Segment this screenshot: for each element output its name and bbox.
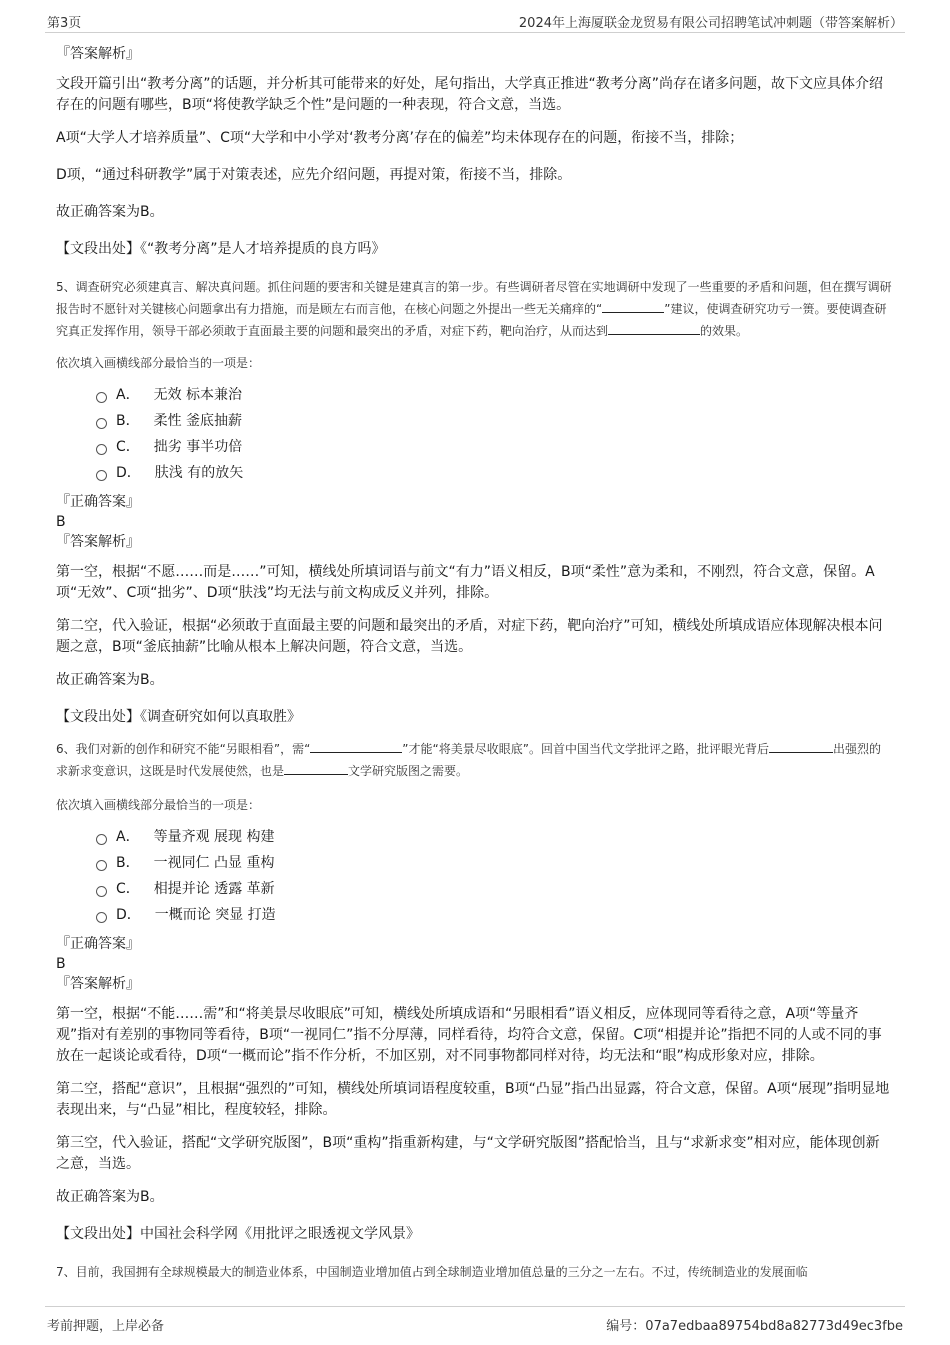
fill-blank bbox=[602, 300, 664, 313]
option-a[interactable]: A． 等量齐观 展现 构建 bbox=[96, 824, 892, 850]
question-5-stem: 5、调查研究必须建真言、解决真问题。抓住问题的要害和关键是建真言的第一步。有些调研者尽管在实地调研中发现了一些重要的矛盾和问题，但在撰写调研报告时不愿针对关键核心问题拿出有力措施，而是顾左右而言他，在核心问题之外提出一些无关痛痒的“ ”建议，使调查研究功亏一篑。要使调查研究真正发挥作用，领导干部必须敢于直面最主要的问题和最突出的矛盾，对症下药，靶向治疗，从而达到 的效果。 bbox=[56, 280, 892, 338]
analysis-paragraph: 第一空，根据“不愿……而是……”可知，横线处所填词语与前文“有力”语义相反，B项“柔性”意为柔和，不刚烈，符合文意，保留。A项“无效”、C项“拙劣”、D项“肤浅”均无法与前文构成反义并列，排除。 bbox=[56, 564, 875, 601]
radio-button[interactable] bbox=[96, 834, 107, 845]
fill-blank bbox=[284, 762, 348, 775]
question-6-stem: 6、我们对新的创作和研究不能“另眼相看”，需“ ”才能“将美景尽收眼底”。回首中国当代文学批评之路，批评眼光背后 出强烈的求新求变意识，这既是时代发展使然，也是 文学研究版图之需要。 bbox=[56, 742, 881, 778]
analysis-paragraph: 第一空，根据“不能……需”和“将美景尽收眼底”可知，横线处所填成语和“另眼相看”语义相反，应体现同等看待之意，A项“等量齐观”指对有差别的事物同等看待，B项“一视同仁”指不分厚薄，同样看待，均符合文意，保留。C项“相提并论”指把不同的人或不同的事放在一起谈论或看待，D项“一概而论”指不作分析，不加区别，对不同事物都同样对待，均无法和“眼”构成形象对应，排除。 bbox=[56, 1006, 882, 1064]
option-b[interactable]: B． 一视同仁 凸显 重构 bbox=[96, 850, 892, 876]
fill-blank bbox=[310, 740, 402, 753]
document-title: 2024年上海厦联金龙贸易有限公司招聘笔试冲刺题（带答案解析） bbox=[518, 16, 903, 31]
correct-answer: B bbox=[56, 514, 66, 530]
option-c[interactable]: C． 拙劣 事半功倍 bbox=[96, 434, 892, 460]
fill-blank bbox=[769, 740, 833, 753]
correct-answer: B bbox=[56, 956, 66, 972]
question-7-stem: 7、目前，我国拥有全球规模最大的制造业体系，中国制造业增加值占到全球制造业增加值总量的三分之一左右。不过，传统制造业的发展面临 bbox=[56, 1265, 808, 1279]
analysis-label: 『答案解析』 bbox=[56, 976, 140, 992]
document-code: 编号：07a7edbaa89754bd8a82773d49ec3fbe bbox=[606, 1319, 903, 1334]
source-citation: 【文段出处】《调查研究如何以真取胜》 bbox=[56, 709, 301, 725]
question-prompt: 依次填入画横线部分最恰当的一项是： bbox=[56, 356, 261, 370]
source-citation: 【文段出处】《“教考分离”是人才培养提质的良方吗》 bbox=[56, 241, 386, 257]
radio-button[interactable] bbox=[96, 860, 107, 871]
radio-button[interactable] bbox=[96, 418, 107, 429]
analysis-label: 『答案解析』 bbox=[56, 46, 140, 62]
analysis-paragraph: 文段开篇引出“教考分离”的话题，并分析其可能带来的好处，尾句指出，大学真正推进“教考分离”尚存在诸多问题，故下文应具体介绍存在的问题有哪些，B项“将使教学缺乏个性”是问题的一种表现，符合文意，当选。 bbox=[56, 76, 884, 113]
analysis-paragraph: D项，“通过科研教学”属于对策表述，应先介绍问题，再提对策，衔接不当，排除。 bbox=[56, 167, 572, 183]
analysis-paragraph: 第三空，代入验证，搭配“文学研究版图”，B项“重构”指重新构建，与“文学研究版图”搭配恰当，且与“求新求变”相对应，能体现创新之意，当选。 bbox=[56, 1135, 880, 1172]
correct-answer-label: 『正确答案』 bbox=[56, 936, 140, 952]
option-c[interactable]: C． 相提并论 透露 革新 bbox=[96, 876, 892, 902]
source-citation: 【文段出处】中国社会科学网《用批评之眼透视文学风景》 bbox=[56, 1226, 420, 1242]
option-b[interactable]: B． 柔性 釜底抽薪 bbox=[96, 408, 892, 434]
analysis-paragraph: A项“大学人才培养质量”、C项“大学和中小学对‘教考分离’存在的偏差”均未体现存在的问题，衔接不当，排除； bbox=[56, 130, 744, 146]
option-d[interactable]: D． 肤浅 有的放矢 bbox=[96, 460, 892, 486]
footer-slogan: 考前押题，上岸必备 bbox=[47, 1319, 165, 1334]
analysis-label: 『答案解析』 bbox=[56, 534, 140, 550]
page-footer bbox=[45, 1306, 905, 1334]
correct-answer-label: 『正确答案』 bbox=[56, 494, 140, 510]
conclusion: 故正确答案为B。 bbox=[56, 672, 164, 688]
fill-blank bbox=[608, 322, 700, 335]
radio-button[interactable] bbox=[96, 470, 107, 481]
page-number: 第3页 bbox=[47, 16, 82, 31]
option-a[interactable]: A． 无效 标本兼治 bbox=[96, 382, 892, 408]
option-list bbox=[56, 824, 892, 928]
radio-button[interactable] bbox=[96, 444, 107, 455]
radio-button[interactable] bbox=[96, 886, 107, 897]
conclusion: 故正确答案为B。 bbox=[56, 204, 164, 220]
conclusion: 故正确答案为B。 bbox=[56, 1189, 164, 1205]
question-prompt: 依次填入画横线部分最恰当的一项是： bbox=[56, 798, 261, 812]
radio-button[interactable] bbox=[96, 912, 107, 923]
analysis-paragraph: 第二空，搭配“意识”，且根据“强烈的”可知，横线处所填词语程度较重，B项“凸显”指凸出显露，符合文意，保留。A项“展现”指明显地表现出来，与“凸显”相比，程度较轻，排除。 bbox=[56, 1081, 890, 1118]
radio-button[interactable] bbox=[96, 392, 107, 403]
option-d[interactable]: D． 一概而论 突显 打造 bbox=[96, 902, 892, 928]
analysis-paragraph: 第二空，代入验证，根据“必须敢于直面最主要的问题和最突出的矛盾，对症下药，靶向治疗”可知，横线处所填成语应体现解决根本问题之意，B项“釜底抽薪”比喻从根本上解决问题，符合文意，当选。 bbox=[56, 618, 883, 655]
page-header bbox=[45, 10, 905, 33]
option-list bbox=[56, 382, 892, 486]
page-content bbox=[56, 44, 892, 1300]
